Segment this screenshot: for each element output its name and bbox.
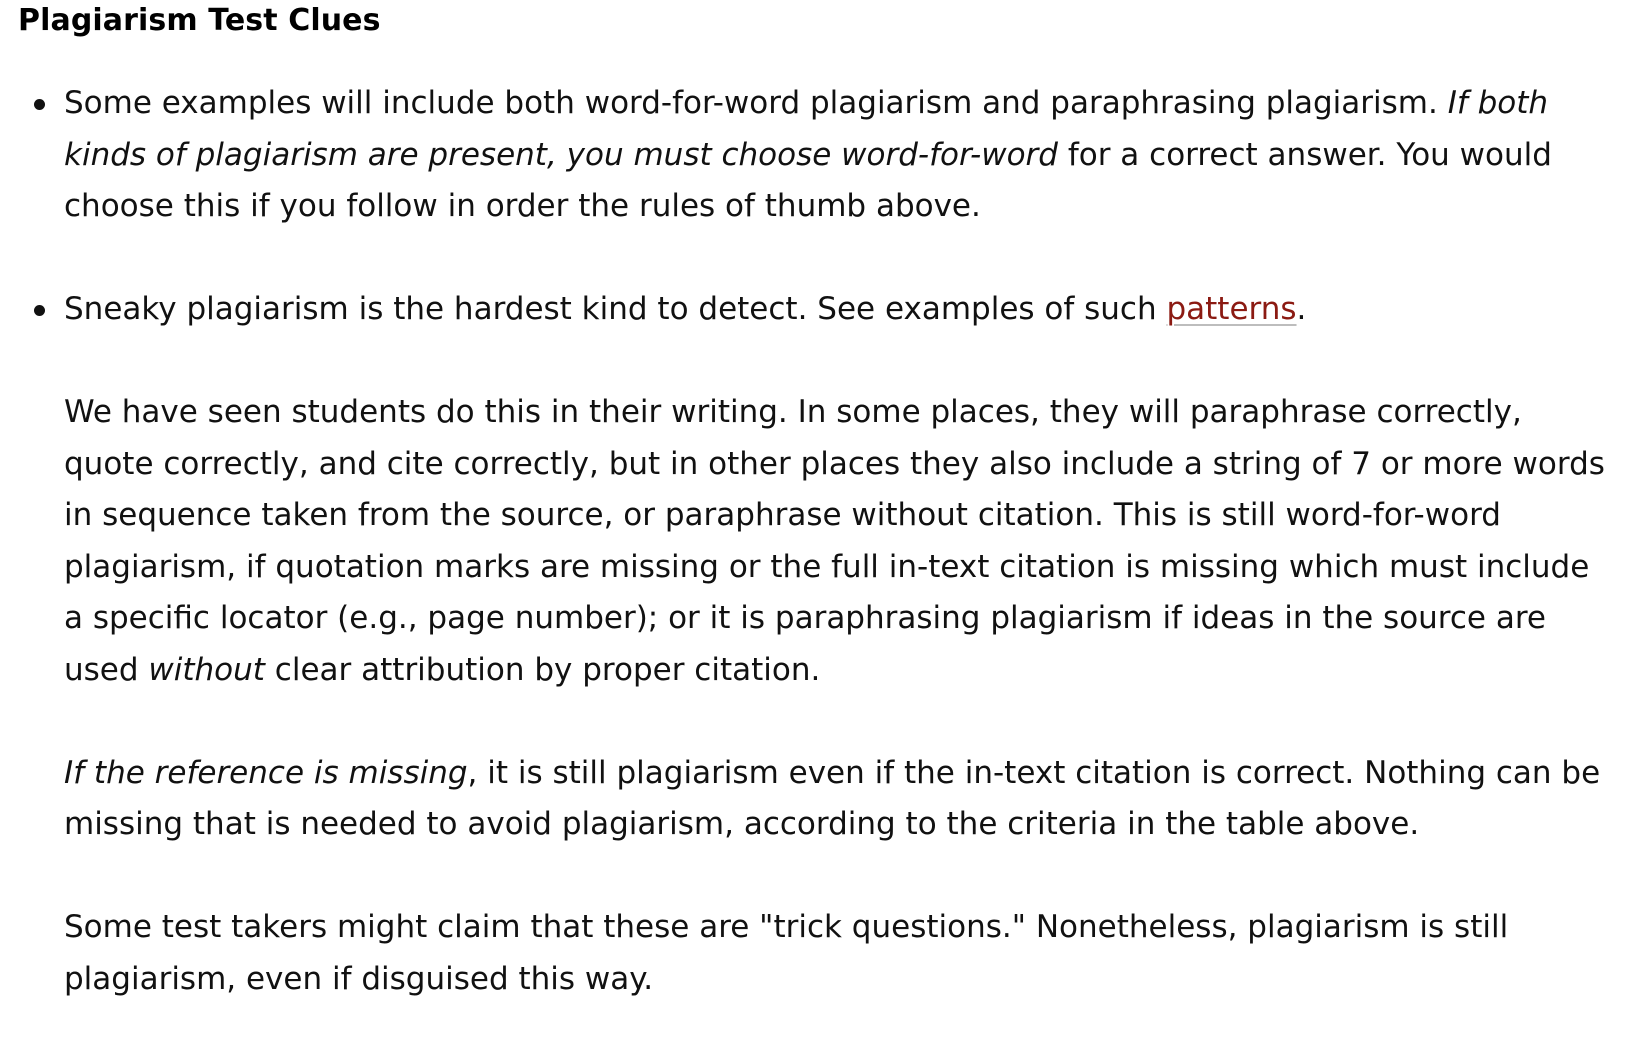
bullet-icon bbox=[34, 99, 45, 110]
sneaky-paragraph bbox=[64, 387, 1614, 696]
sneaky-emphasis: without bbox=[148, 651, 265, 688]
clue2-intro-end: . bbox=[1296, 291, 1307, 327]
clue1-emphasis: If both kinds of plagiarism are present, you must choose word-for-word bbox=[64, 85, 1549, 173]
clue-paragraph bbox=[64, 78, 1614, 233]
clue2-intro: Sneaky plagiarism is the hardest kind to detect. See examples of such bbox=[64, 291, 1167, 327]
sneaky-text-b: clear attribution by proper citation. bbox=[264, 651, 821, 688]
clue-list bbox=[18, 78, 1614, 1005]
reference-emphasis: If the reference is missing bbox=[64, 754, 468, 791]
clue1-text-a: Some examples will include both word-for-word plagiarism and paraphrasing plagiarism. bbox=[64, 85, 1448, 121]
trick-questions-paragraph: Some test takers might claim that these are "trick questions." Nonetheless, plagiarism is still plagiarism, even if disguised this way. bbox=[64, 909, 1509, 997]
page-title: Plagiarism Test Clues bbox=[18, 3, 381, 38]
list-item bbox=[18, 284, 1614, 1005]
bullet-icon bbox=[34, 305, 45, 316]
reference-paragraph bbox=[64, 748, 1614, 851]
sneaky-text-a: We have seen students do this in their writing. In some places, they will paraphrase correctly, quote correctly, and cite correctly, but in other places they also include a string of 7 or more words in sequence taken from the source, or paraphrase without citation. This is still word-for-word plagiarism, if quotation marks are missing or the full in-text citation is missing which must include a specific locator (e.g., page number); or it is paraphrasing plagiarism if ideas in the source are used bbox=[64, 394, 1605, 688]
clue1-text-b: for a correct answer. You would choose this if you follow in order the rules of thumb above. bbox=[64, 136, 1552, 224]
list-item bbox=[18, 78, 1614, 233]
reference-text: , it is still plagiarism even if the in-text citation is correct. Nothing can be missing that is needed to avoid plagiarism, according to the criteria in the table above. bbox=[64, 754, 1601, 842]
page bbox=[18, 0, 1614, 1040]
clue-paragraph bbox=[64, 284, 1614, 336]
patterns-link[interactable]: patterns bbox=[1166, 291, 1297, 327]
